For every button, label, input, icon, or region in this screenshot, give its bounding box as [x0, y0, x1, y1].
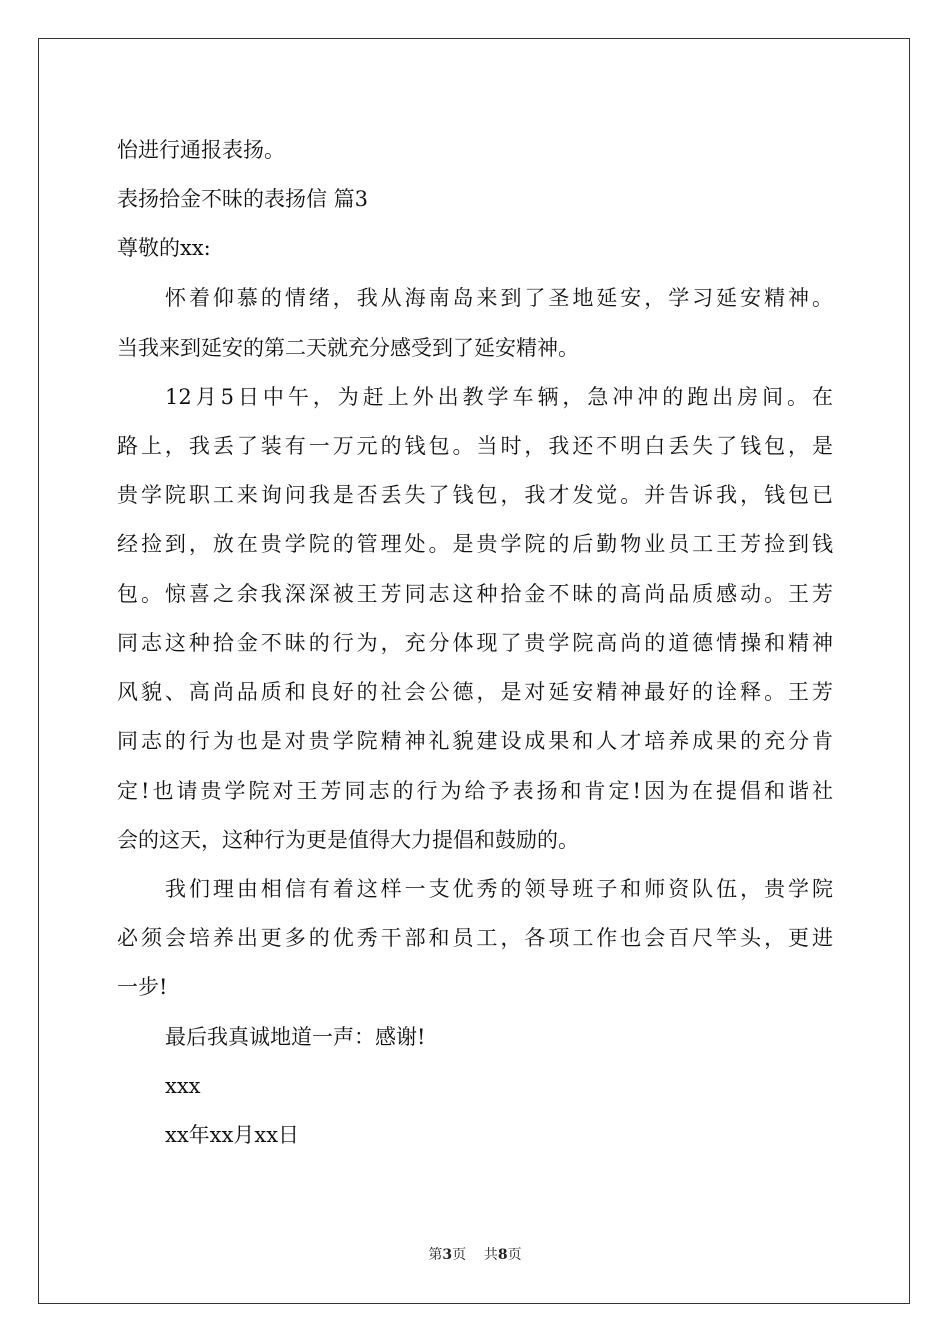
- text-line-continuation: 怡进行通报表扬。: [117, 138, 285, 162]
- date-line: xx年xx月xx日: [165, 1123, 300, 1147]
- paragraph-3-line-3: 一步!: [117, 975, 168, 999]
- paragraph-1-line-1: 怀着仰慕的情绪，我从海南岛来到了圣地延安，学习延安精神。: [165, 286, 833, 310]
- page-border: [38, 38, 910, 1304]
- page-current-number: 3: [442, 1247, 453, 1263]
- paragraph-2-line-1: 12月5日中午，为赶上外出教学车辆，急冲冲的跑出房间。在: [165, 385, 833, 409]
- page-footer: [0, 1245, 950, 1265]
- paragraph-2-line-10: 会的这天，这种行为更是值得大力提倡和鼓励的。: [117, 828, 579, 852]
- paragraph-2-line-7: 风貌、高尚品质和良好的社会公德，是对延安精神最好的诠释。王芳: [117, 680, 833, 704]
- paragraph-2-line-3: 贵学院职工来询问我是否丢失了钱包，我才发觉。并告诉我，钱包已: [117, 483, 833, 507]
- total-prefix: 共: [483, 1247, 498, 1263]
- salutation: 尊敬的xx:: [117, 236, 211, 260]
- paragraph-1-line-2: 当我来到延安的第二天就充分感受到了延安精神。: [117, 336, 579, 360]
- closing-line: 最后我真诚地道一声：感谢!: [165, 1025, 426, 1049]
- paragraph-2-line-5: 包。惊喜之余我深深被王芳同志这种拾金不昧的高尚品质感动。王芳: [117, 582, 833, 606]
- paragraph-2-line-4: 经捡到，放在贵学院的管理处。是贵学院的后勤物业员工王芳捡到钱: [117, 532, 833, 556]
- page-prefix: 第: [428, 1247, 443, 1263]
- paragraph-3-line-1: 我们理由相信有着这样一支优秀的领导班子和师资队伍，贵学院: [165, 877, 833, 901]
- section-heading: 表扬拾金不昧的表扬信 篇3: [117, 187, 369, 211]
- signature: xxx: [165, 1074, 201, 1098]
- paragraph-2-line-9: 定!也请贵学院对王芳同志的行为给予表扬和肯定!因为在提倡和谐社: [117, 779, 833, 803]
- paragraph-2-line-6: 同志这种拾金不昧的行为，充分体现了贵学院高尚的道德情操和精神: [117, 631, 833, 655]
- page-suffix: 页: [452, 1247, 467, 1263]
- paragraph-2-line-8: 同志的行为也是对贵学院精神礼貌建设成果和人才培养成果的充分肯: [117, 729, 833, 753]
- total-suffix: 页: [507, 1247, 522, 1263]
- paragraph-3-line-2: 必须会培养出更多的优秀干部和员工，各项工作也会百尺竿头，更进: [117, 926, 833, 950]
- page-total-number: 8: [497, 1247, 508, 1263]
- paragraph-2-line-2: 路上，我丢了装有一万元的钱包。当时，我还不明白丢失了钱包，是: [117, 434, 833, 458]
